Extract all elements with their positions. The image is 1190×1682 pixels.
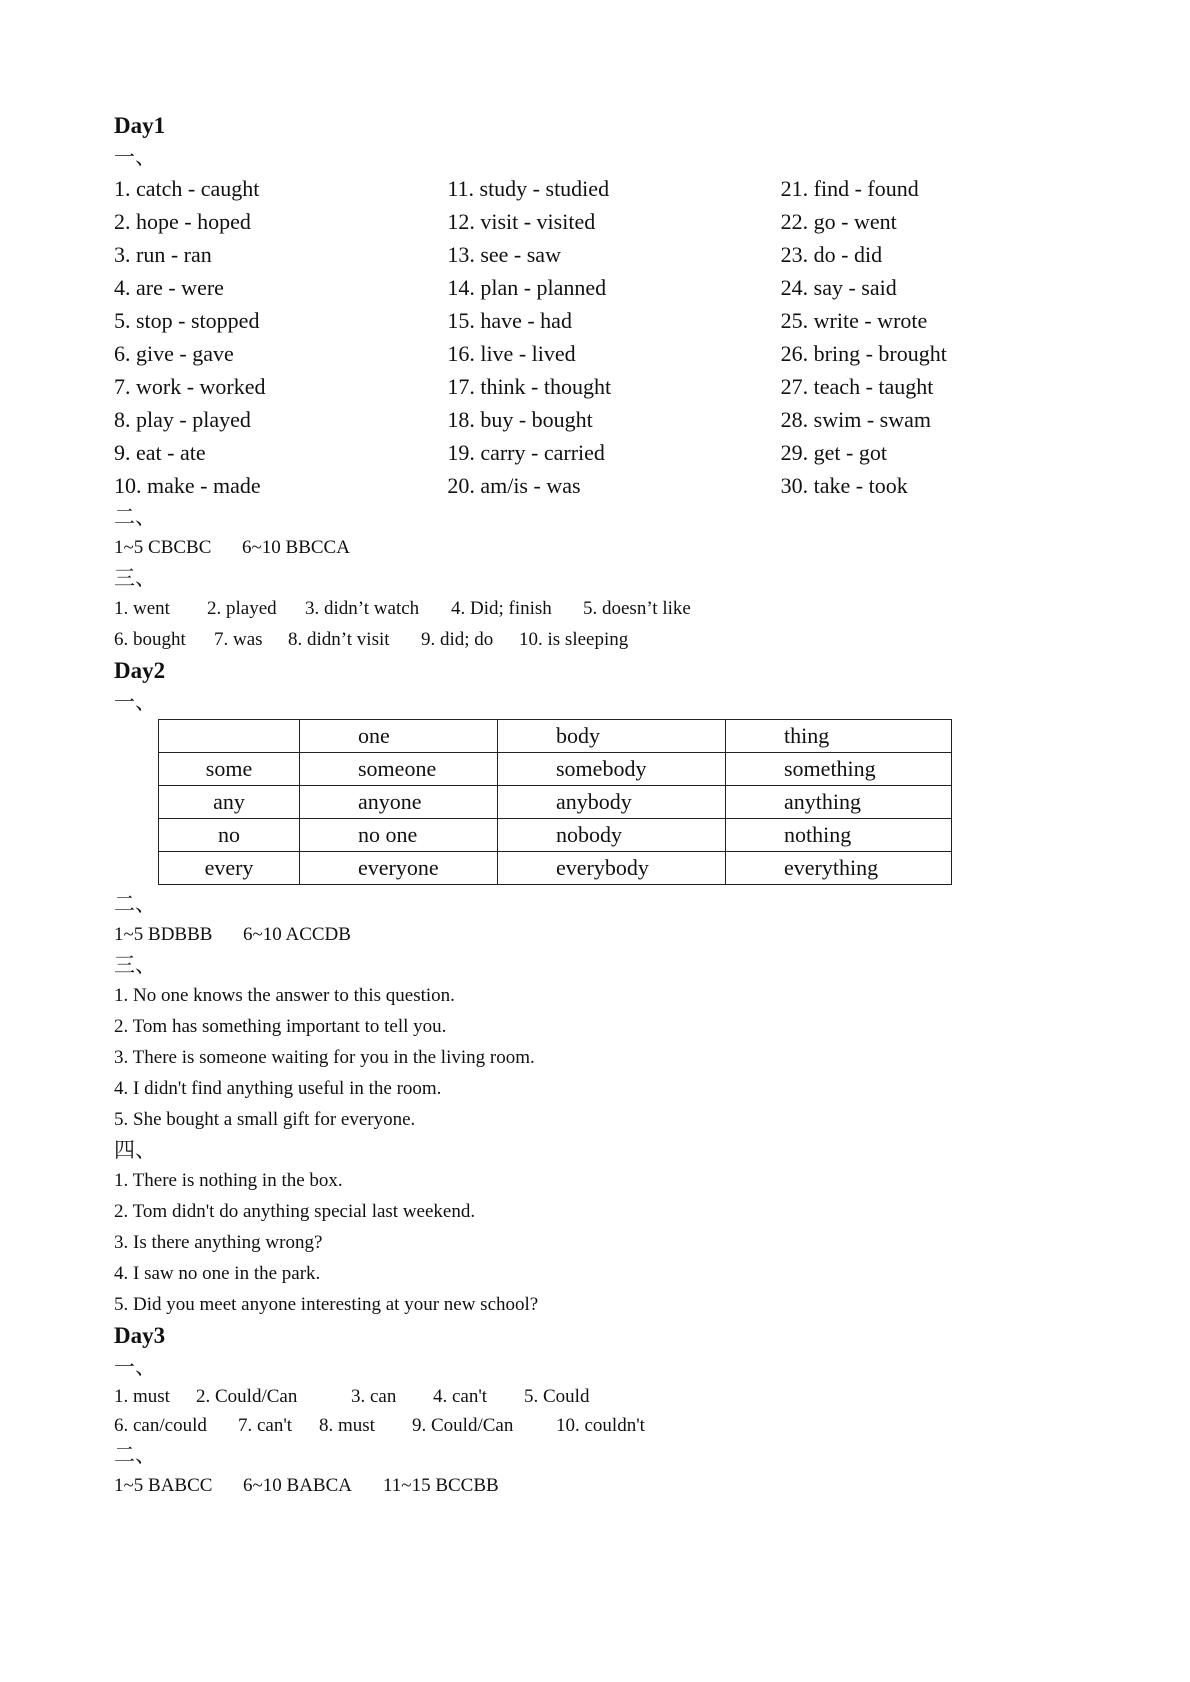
- sentence-line: 4. I saw no one in the park.: [114, 1263, 321, 1284]
- answer-item: 2. played: [207, 598, 277, 619]
- answer-item: 5. Could: [524, 1386, 590, 1407]
- verb-item: 22. go - went: [780, 209, 897, 234]
- answer-item: 7. was: [214, 629, 263, 650]
- verb-item: 25. write - wrote: [780, 308, 928, 333]
- verb-item: 21. find - found: [780, 176, 919, 201]
- verb-item: 16. live - lived: [447, 341, 576, 366]
- verb-item: 29. get - got: [780, 440, 887, 465]
- day2-part4-label: 四、: [114, 1138, 156, 1162]
- answer-item: 10. couldn't: [556, 1415, 645, 1436]
- answer-item: 1. must: [114, 1386, 170, 1407]
- verb-item: 28. swim - swam: [780, 407, 931, 432]
- day2-part2-answers: [114, 919, 1114, 950]
- answer-group: 6~10 BBCCA: [242, 537, 350, 558]
- day1-title: Day1: [114, 113, 166, 138]
- verb-item: 7. work - worked: [114, 374, 266, 399]
- verb-item: 1. catch - caught: [114, 176, 260, 201]
- day1-part3-row1: [114, 593, 1114, 624]
- answer-item: 9. did; do: [421, 629, 494, 650]
- table-row: [159, 819, 952, 852]
- answer-item: 9. Could/Can: [412, 1415, 514, 1436]
- table-cell: no one: [300, 819, 498, 852]
- day2-part1-label: 一、: [114, 690, 156, 714]
- table-cell: any: [159, 786, 300, 819]
- answer-item: 4. Did; finish: [451, 598, 552, 619]
- verb-item: 11. study - studied: [447, 176, 610, 201]
- verb-item: 13. see - saw: [447, 242, 561, 267]
- table-cell: everybody: [498, 852, 726, 885]
- table-cell: [159, 720, 300, 753]
- day1-part2-answers: [114, 532, 1114, 563]
- verb-column-1: [114, 172, 447, 502]
- sentence-line: 2. Tom didn't do anything special last weekend.: [114, 1201, 476, 1222]
- day3-part1-label: 一、: [114, 1355, 156, 1379]
- table-row: [159, 852, 952, 885]
- answer-key-page: [114, 110, 1114, 1501]
- table-cell: every: [159, 852, 300, 885]
- day1-part2-label: 二、: [114, 505, 156, 529]
- sentence-line: 5. She bought a small gift for everyone.: [114, 1109, 416, 1130]
- sentence-line: 1. There is nothing in the box.: [114, 1170, 343, 1191]
- verb-item: 19. carry - carried: [447, 440, 605, 465]
- answer-item: 6. bought: [114, 629, 186, 650]
- verb-item: 14. plan - planned: [447, 275, 607, 300]
- day3-part1-row2: [114, 1411, 1114, 1440]
- day3-part2-answers: [114, 1470, 1114, 1501]
- verb-item: 3. run - ran: [114, 242, 212, 267]
- table-cell: nobody: [498, 819, 726, 852]
- table-cell: everyone: [300, 852, 498, 885]
- sentence-line: 4. I didn't find anything useful in the room.: [114, 1078, 442, 1099]
- day1-part3-label: 三、: [114, 566, 156, 590]
- table-cell: someone: [300, 753, 498, 786]
- day2-part2-label: 二、: [114, 892, 156, 916]
- day2-part3-label: 三、: [114, 953, 156, 977]
- answer-group: 1~5 CBCBC: [114, 537, 212, 558]
- table-cell: no: [159, 819, 300, 852]
- table-header-cell: body: [498, 720, 726, 753]
- sentence-line: 3. Is there anything wrong?: [114, 1232, 323, 1253]
- answer-group: 1~5 BABCC: [114, 1475, 213, 1496]
- verb-item: 8. play - played: [114, 407, 251, 432]
- day3-part2-label: 二、: [114, 1443, 156, 1467]
- answer-item: 4. can't: [433, 1386, 488, 1407]
- answer-group: 11~15 BCCBB: [383, 1475, 499, 1496]
- answer-item: 10. is sleeping: [519, 629, 629, 650]
- verb-item: 26. bring - brought: [780, 341, 947, 366]
- day2-title: Day2: [114, 658, 166, 683]
- day3-title: Day3: [114, 1323, 166, 1348]
- day3-part1-row1: [114, 1382, 1114, 1411]
- verb-item: 30. take - took: [780, 473, 908, 498]
- table-cell: nothing: [726, 819, 952, 852]
- table-cell: anyone: [300, 786, 498, 819]
- table-cell: some: [159, 753, 300, 786]
- answer-group: 6~10 BABCA: [243, 1475, 352, 1496]
- verb-item: 18. buy - bought: [447, 407, 593, 432]
- answer-item: 3. didn’t watch: [305, 598, 420, 619]
- verb-column-3: [781, 172, 1114, 502]
- verb-item: 24. say - said: [780, 275, 897, 300]
- answer-item: 7. can't: [238, 1415, 293, 1436]
- verb-item: 17. think - thought: [447, 374, 612, 399]
- answer-item: 6. can/could: [114, 1415, 207, 1436]
- verb-item: 20. am/is - was: [447, 473, 581, 498]
- sentence-line: 1. No one knows the answer to this question.: [114, 985, 455, 1006]
- table-cell: anything: [726, 786, 952, 819]
- verb-item: 15. have - had: [447, 308, 572, 333]
- table-header-cell: thing: [726, 720, 952, 753]
- table-cell: somebody: [498, 753, 726, 786]
- verb-item: 27. teach - taught: [780, 374, 934, 399]
- answer-item: 3. can: [351, 1386, 397, 1407]
- day1-part3-row2: [114, 624, 1114, 655]
- table-cell: everything: [726, 852, 952, 885]
- table-cell: something: [726, 753, 952, 786]
- verb-column-2: [447, 172, 780, 502]
- answer-item: 2. Could/Can: [196, 1386, 298, 1407]
- verb-item: 9. eat - ate: [114, 440, 206, 465]
- verb-item: 10. make - made: [114, 473, 261, 498]
- verb-item: 12. visit - visited: [447, 209, 596, 234]
- sentence-line: 5. Did you meet anyone interesting at your new school?: [114, 1294, 539, 1315]
- table-header-row: [159, 720, 952, 753]
- answer-item: 8. didn’t visit: [288, 629, 390, 650]
- sentence-line: 2. Tom has something important to tell you.: [114, 1016, 447, 1037]
- compound-pronoun-table: [158, 719, 952, 885]
- answer-item: 8. must: [319, 1415, 375, 1436]
- answer-item: 5. doesn’t like: [583, 598, 691, 619]
- answer-item: 1. went: [114, 598, 170, 619]
- day1-verb-columns: [114, 172, 1114, 502]
- table-row: [159, 753, 952, 786]
- verb-item: 6. give - gave: [114, 341, 234, 366]
- verb-item: 5. stop - stopped: [114, 308, 260, 333]
- table-header-cell: one: [300, 720, 498, 753]
- verb-item: 4. are - were: [114, 275, 224, 300]
- answer-group: 1~5 BDBBB: [114, 924, 213, 945]
- answer-group: 6~10 ACCDB: [243, 924, 351, 945]
- sentence-line: 3. There is someone waiting for you in the living room.: [114, 1047, 535, 1068]
- table-cell: anybody: [498, 786, 726, 819]
- day1-part1-label: 一、: [114, 145, 156, 169]
- table-row: [159, 786, 952, 819]
- verb-item: 2. hope - hoped: [114, 209, 251, 234]
- verb-item: 23. do - did: [780, 242, 883, 267]
